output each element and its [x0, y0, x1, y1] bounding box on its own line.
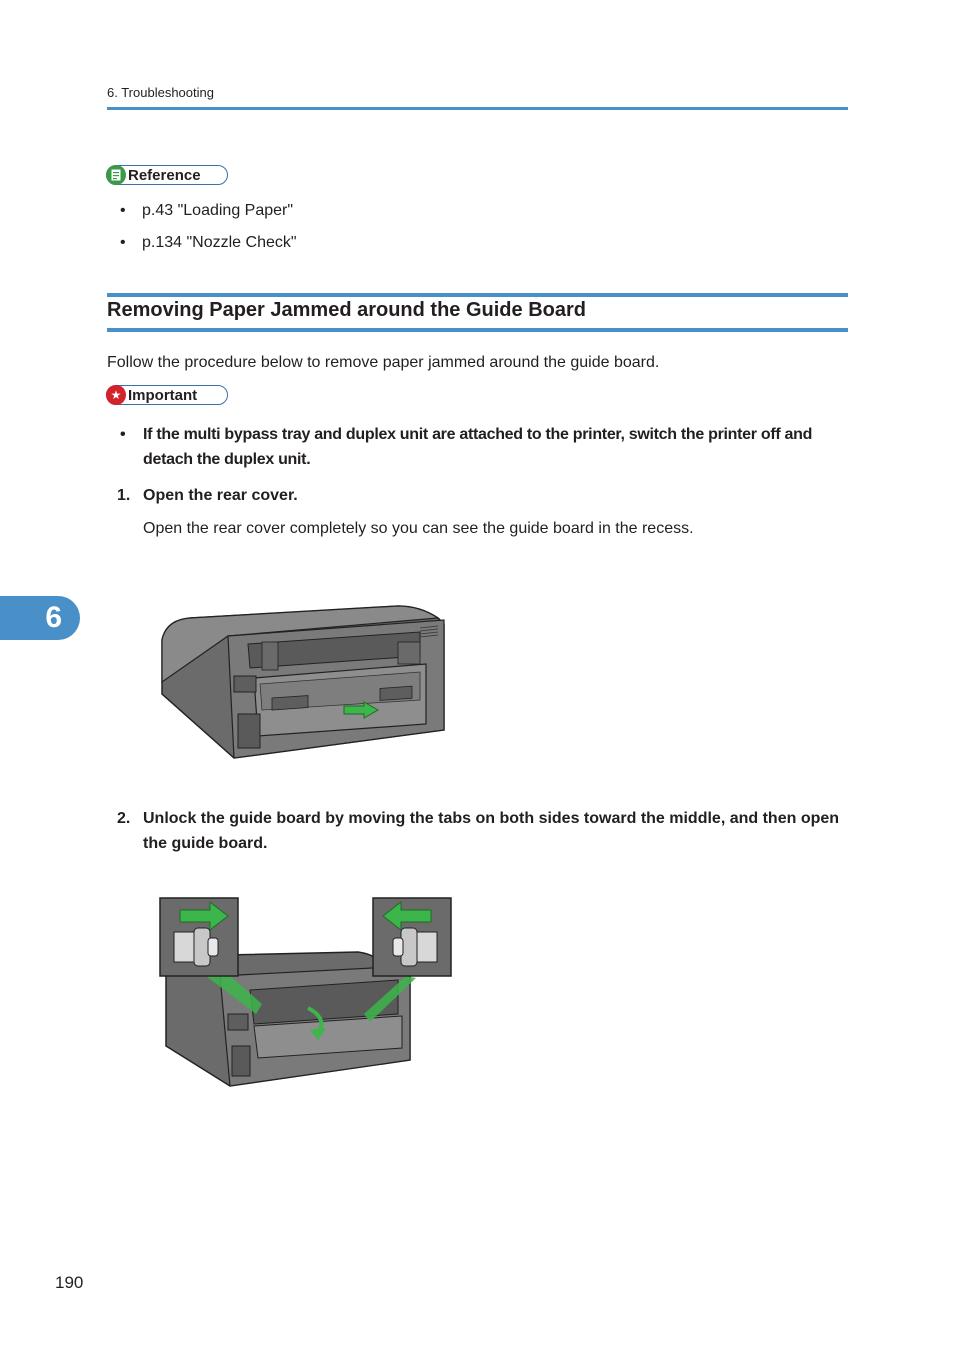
section-rule-bottom [107, 328, 848, 332]
reference-item: • p.43 "Loading Paper" [120, 202, 294, 219]
guide-board-illustration [158, 896, 454, 1088]
running-head: 6. Troubleshooting [107, 85, 214, 100]
step-title: Unlock the guide board by moving the tabs on both sides toward the middle, and then open the guide board. [143, 810, 840, 852]
step-number: 2. [117, 810, 131, 827]
important-item: • If the multi bypass tray and duplex unit are attached to the printer, switch the printer off and detach the duplex unit. [120, 426, 813, 468]
header-rule [107, 107, 848, 110]
step-number: 1. [117, 487, 131, 504]
section-intro: Follow the procedure below to remove paper jammed around the guide board. [107, 354, 660, 371]
important-label [106, 385, 228, 405]
step-title: Open the rear cover. [143, 487, 298, 504]
step-detail: Open the rear cover completely so you can see the guide board in the recess. [143, 520, 694, 537]
section-title: Removing Paper Jammed around the Guide Board [107, 299, 586, 321]
section-rule-top [107, 293, 848, 297]
star-icon: ★ [106, 385, 126, 405]
page-number: 190 [55, 1273, 84, 1292]
important-label-text: Important [128, 386, 198, 404]
reference-label-text: Reference [128, 166, 201, 184]
document-icon [106, 165, 126, 185]
reference-label [106, 165, 228, 185]
chapter-tab: 6 [0, 596, 80, 640]
rear-cover-illustration [158, 602, 450, 762]
reference-item: • p.134 "Nozzle Check" [120, 234, 297, 251]
